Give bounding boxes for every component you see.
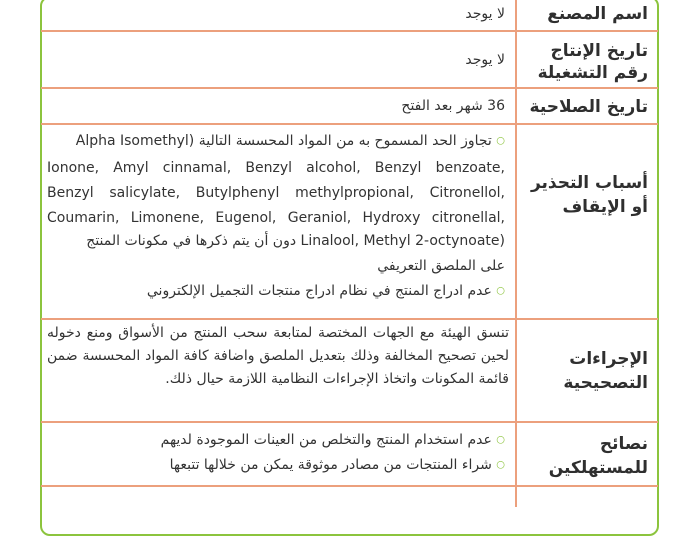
corrective-text — [47, 322, 509, 391]
row-divider — [41, 421, 658, 423]
advice-bullet-2-text: شراء المنتجات من مصادر موثوقة يمكن من خلالها تتبعها — [169, 457, 492, 473]
bullet-circle-icon: ○ — [496, 434, 505, 446]
reasons-bullet-1-line-3: Benzyl salicylate, Butylphenyl methylpropional, Citronellol, — [47, 185, 505, 201]
reasons-bullet-1 — [76, 133, 505, 149]
reasons-label-line1: أسباب التحذير — [530, 173, 648, 193]
column-divider — [515, 320, 517, 421]
manufacturer-label: اسم المصنع — [547, 4, 648, 24]
corrective-label-line1: الإجراءات — [569, 349, 648, 369]
advice-bullet-1 — [161, 432, 505, 448]
manufacturer-value: لا يوجد — [465, 6, 505, 22]
expiry-value: 36 شهر بعد الفتح — [401, 98, 505, 114]
corrective-paragraph: تنسق الهيئة مع الجهات المختصة لمتابعة سحب المنتج من الأسواق ومنع دخوله لحين تصحيح المخالفة وذلك بتعديل الملصق واضافة كافة المواد المحسسة ضمن قائمة المكونات واتخاذ الإجراءات النظامية اللازمة حيال ذلك. — [47, 325, 509, 387]
row-divider — [41, 30, 658, 32]
column-divider — [515, 125, 517, 318]
reasons-bullet-1-line-5: (Linalool, Methyl 2-octynoate دون أن يتم ذكرها في مكونات المنتج — [86, 233, 505, 249]
row-divider — [41, 485, 658, 487]
advice-bullet-1-text: عدم استخدام المنتج والتخلص من العينات الموجودة لديهم — [160, 432, 492, 448]
row-divider — [41, 318, 658, 320]
expiry-label: تاريخ الصلاحية — [529, 97, 648, 117]
reasons-bullet-2-text: عدم ادراج المنتج في نظام ادراج منتجات التجميل الإلكتروني — [146, 283, 492, 299]
row-divider — [41, 87, 658, 89]
row-divider — [41, 123, 658, 125]
bullet-circle-icon: ○ — [496, 285, 505, 297]
reasons-bullet-1-line-6: على الملصق التعريفي — [377, 258, 505, 274]
reasons-bullet-1-line-1: تجاوز الحد المسموح به من المواد المحسسة التالية (Alpha Isomethyl — [75, 133, 492, 149]
advice-label-line2: للمستهلكين — [548, 458, 648, 478]
column-divider — [515, 487, 517, 507]
production-value: لا يوجد — [465, 52, 505, 68]
advice-label-line1: نصائح — [599, 434, 648, 454]
advice-bullet-2 — [170, 457, 505, 473]
corrective-label-line2: التصحيحية — [563, 373, 648, 393]
bullet-circle-icon: ○ — [496, 459, 505, 471]
reasons-bullet-1-line-4: Coumarin, Limonene, Eugenol, Geraniol, Hydroxy citronellal, — [47, 210, 505, 226]
batch-number-label: رقم التشغيلة — [537, 63, 648, 83]
reasons-bullet-1-line-2: Ionone, Amyl cinnamal, Benzyl alcohol, Benzyl benzoate, — [47, 160, 505, 176]
production-date-label: تاريخ الإنتاج — [550, 41, 648, 61]
reasons-bullet-2 — [147, 283, 505, 299]
bullet-circle-icon: ○ — [496, 135, 505, 147]
reasons-label-line2: أو الإيقاف — [562, 197, 648, 217]
